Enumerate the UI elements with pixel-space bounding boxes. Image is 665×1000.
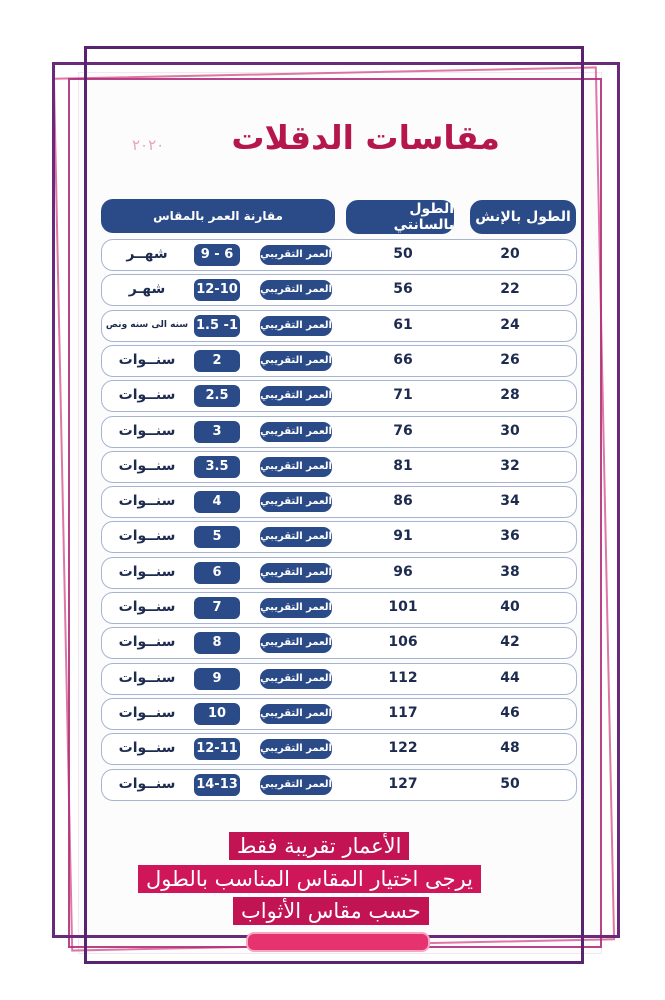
cell-length-inch: 50 <box>500 776 520 792</box>
header-length-cm: الطول بالسانتي <box>346 200 454 234</box>
note-approximate-ages: الأعمار تقريبة فقط <box>229 832 409 860</box>
cell-length-inch: 26 <box>500 352 520 368</box>
cell-length-cm: 112 <box>388 670 418 686</box>
age-value-badge: 2.5 <box>194 385 240 407</box>
approx-age-label: العمر التقريبي <box>260 598 332 618</box>
age-value-badge: 6 <box>194 562 240 584</box>
age-unit-text: سنــوات <box>118 458 176 474</box>
table-row <box>101 769 577 801</box>
cell-length-cm: 96 <box>393 564 413 580</box>
age-value-badge: 4 <box>194 491 240 513</box>
approx-age-label: العمر التقريبي <box>260 351 332 371</box>
cell-length-cm: 71 <box>393 387 413 403</box>
table-row <box>101 345 577 377</box>
table-row <box>101 733 577 765</box>
cell-length-inch: 28 <box>500 387 520 403</box>
approx-age-label: العمر التقريبي <box>260 316 332 336</box>
cell-length-cm: 101 <box>388 599 418 615</box>
approx-age-label: العمر التقريبي <box>260 457 332 477</box>
age-unit-text: شهـر <box>128 281 166 297</box>
cell-length-cm: 117 <box>388 705 418 721</box>
table-row <box>101 239 577 271</box>
table-row <box>101 698 577 730</box>
age-value-badge: 3.5 <box>194 456 240 478</box>
age-value-badge: 14-13 <box>194 774 240 796</box>
approx-age-label: العمر التقريبي <box>260 422 332 442</box>
cell-length-inch: 48 <box>500 740 520 756</box>
cell-length-inch: 36 <box>500 528 520 544</box>
table-row <box>101 557 577 589</box>
age-value-badge: 9 <box>194 668 240 690</box>
approx-age-label: العمر التقريبي <box>260 739 332 759</box>
approx-age-label: العمر التقريبي <box>260 669 332 689</box>
cell-length-inch: 30 <box>500 423 520 439</box>
age-value-badge: 12-10 <box>194 279 240 301</box>
age-unit-text: سنــوات <box>118 387 176 403</box>
approx-age-label: العمر التقريبي <box>260 633 332 653</box>
table-row <box>101 274 577 306</box>
cell-length-inch: 22 <box>500 281 520 297</box>
age-unit-text: سنه الى سنه ونص <box>105 320 189 330</box>
approx-age-label: العمر التقريبي <box>260 527 332 547</box>
decorative-bottom-bar <box>246 932 430 952</box>
age-value-badge: 9 - 6 <box>194 244 240 266</box>
age-unit-text: سنــوات <box>118 705 176 721</box>
age-unit-text: سنــوات <box>118 670 176 686</box>
note-garment-size: حسب مقاس الأثواب <box>233 897 429 925</box>
age-value-badge: 8 <box>194 632 240 654</box>
table-row <box>101 416 577 448</box>
cell-length-cm: 106 <box>388 634 418 650</box>
table-row <box>101 310 577 342</box>
approx-age-label: العمر التقريبي <box>260 386 332 406</box>
age-unit-text: شهــر <box>126 246 168 262</box>
age-unit-text: سنــوات <box>118 528 176 544</box>
cell-length-inch: 40 <box>500 599 520 615</box>
cell-length-cm: 61 <box>393 317 413 333</box>
age-value-badge: 5 <box>194 526 240 548</box>
cell-length-inch: 24 <box>500 317 520 333</box>
age-unit-text: سنــوات <box>118 634 176 650</box>
age-unit-text: سنــوات <box>118 352 176 368</box>
header-length-inch: الطول بالإنش <box>470 200 576 234</box>
age-value-badge: 12-11 <box>194 738 240 760</box>
cell-length-cm: 91 <box>393 528 413 544</box>
cell-length-cm: 50 <box>393 246 413 262</box>
cell-length-cm: 122 <box>388 740 418 756</box>
cell-length-cm: 81 <box>393 458 413 474</box>
note-choose-by-length: يرجى اختيار المقاس المناسب بالطول <box>138 865 481 893</box>
age-unit-text: سنــوات <box>118 423 176 439</box>
cell-length-cm: 66 <box>393 352 413 368</box>
cell-length-cm: 56 <box>393 281 413 297</box>
approx-age-label: العمر التقريبي <box>260 563 332 583</box>
cell-length-cm: 127 <box>388 776 418 792</box>
table-row <box>101 663 577 695</box>
age-value-badge: 2 <box>194 350 240 372</box>
age-unit-text: سنــوات <box>118 776 176 792</box>
age-unit-text: سنــوات <box>118 564 176 580</box>
age-value-badge: 7 <box>194 597 240 619</box>
age-unit-text: سنــوات <box>118 599 176 615</box>
page-title: مقاسات الدقلات <box>231 118 500 157</box>
cell-length-cm: 86 <box>393 493 413 509</box>
age-unit-text: سنــوات <box>118 493 176 509</box>
cell-length-inch: 32 <box>500 458 520 474</box>
cell-length-inch: 38 <box>500 564 520 580</box>
age-value-badge: 1.5 -1 <box>194 315 240 337</box>
approx-age-label: العمر التقريبي <box>260 704 332 724</box>
table-row <box>101 451 577 483</box>
age-value-badge: 3 <box>194 421 240 443</box>
age-value-badge: 10 <box>194 703 240 725</box>
table-row <box>101 380 577 412</box>
table-row <box>101 627 577 659</box>
cell-length-cm: 76 <box>393 423 413 439</box>
approx-age-label: العمر التقريبي <box>260 775 332 795</box>
table-row <box>101 592 577 624</box>
cell-length-inch: 44 <box>500 670 520 686</box>
cell-length-inch: 42 <box>500 634 520 650</box>
table-row <box>101 486 577 518</box>
approx-age-label: العمر التقريبي <box>260 492 332 512</box>
approx-age-label: العمر التقريبي <box>260 280 332 300</box>
header-age-comparison: مقارنة العمر بالمقاس <box>101 199 335 233</box>
title-watermark: ٢٠٢٠ <box>132 136 165 154</box>
age-unit-text: سنــوات <box>118 740 176 756</box>
cell-length-inch: 20 <box>500 246 520 262</box>
table-row <box>101 521 577 553</box>
cell-length-inch: 34 <box>500 493 520 509</box>
cell-length-inch: 46 <box>500 705 520 721</box>
approx-age-label: العمر التقريبي <box>260 245 332 265</box>
